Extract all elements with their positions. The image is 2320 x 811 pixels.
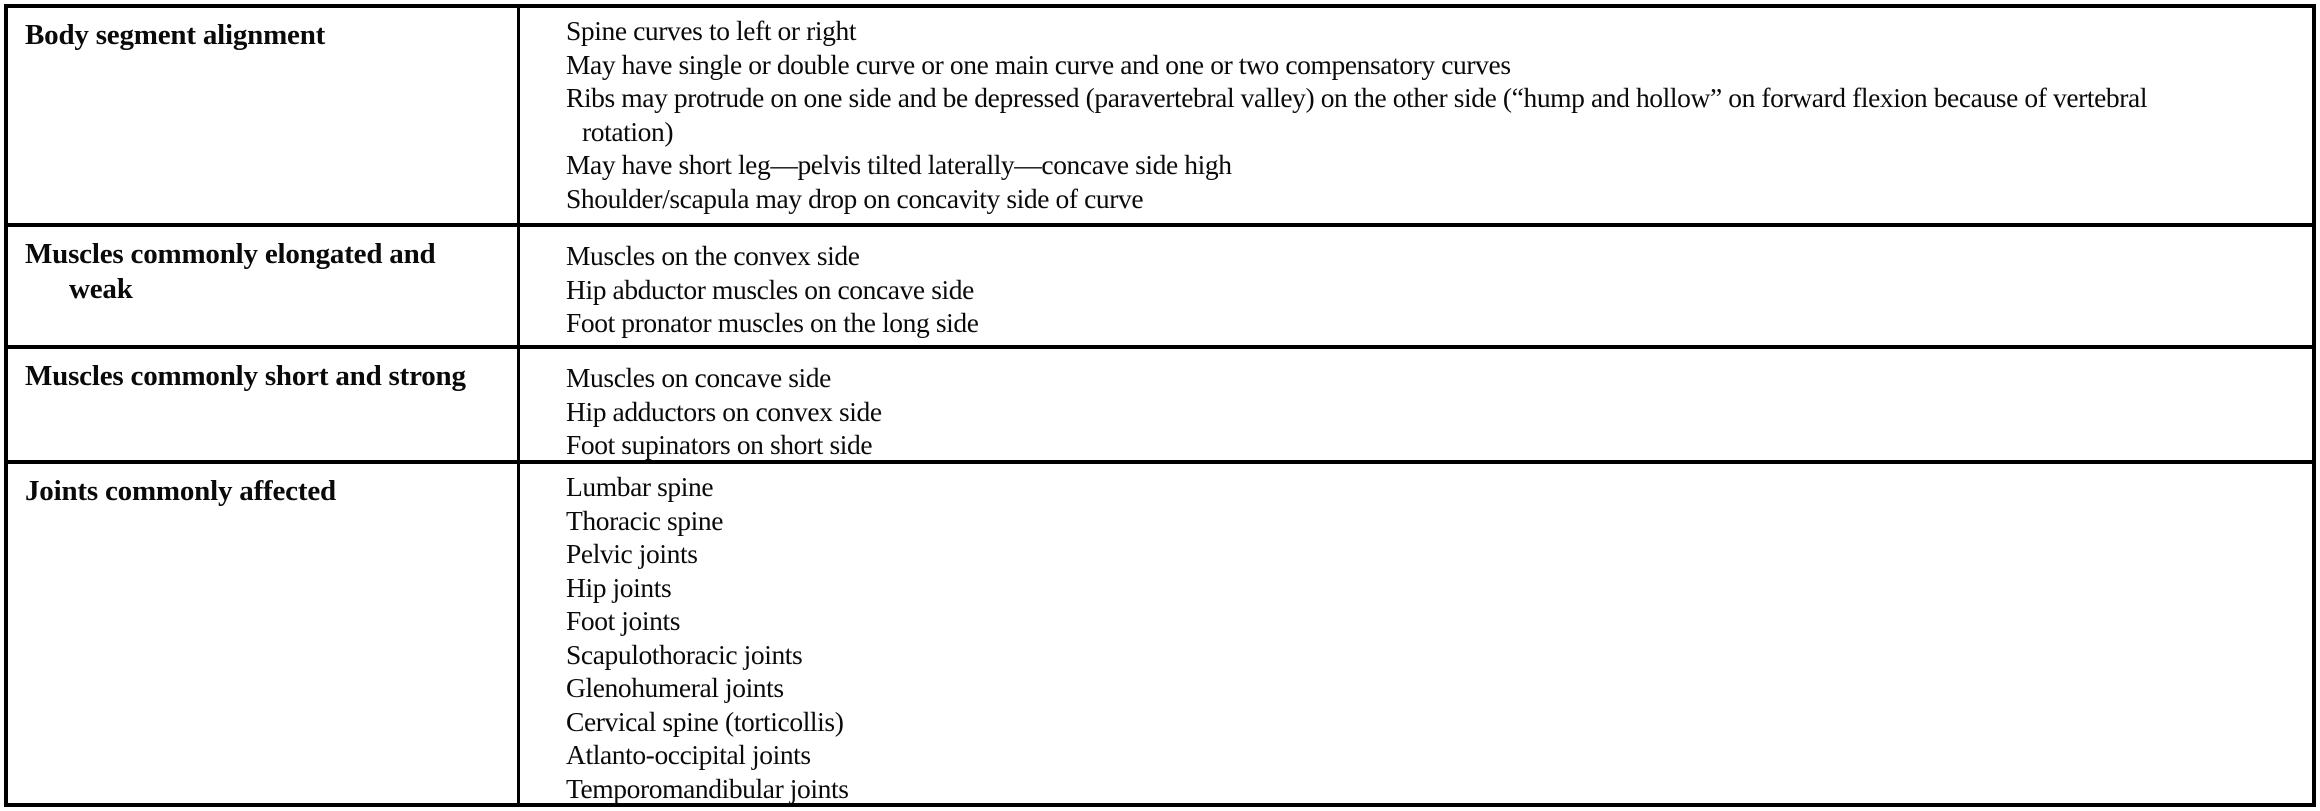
content-line: Shoulder/scapula may drop on concavity side of curve	[566, 182, 1144, 214]
row-header-cell	[8, 345, 520, 460]
content-line: Pelvic joints	[566, 538, 698, 569]
content-line: Ribs may protrude on one side and be depressed (paravertebral valley) on the other side (“hump and hollow” on forward flexion because of vertebral	[566, 82, 2148, 113]
content-line: Lumbar spine	[566, 471, 714, 502]
content-line: May have single or double curve or one main curve and one or two compensatory curves	[566, 48, 1511, 80]
row-header-cell	[8, 223, 520, 345]
content-line: Temporomandibular joints	[566, 772, 849, 803]
content-line: Cervical spine (torticollis)	[566, 705, 844, 737]
content-line: Atlanto-occipital joints	[566, 739, 811, 770]
content-line: Scapulothoracic joints	[566, 638, 803, 670]
content-line: Hip joints	[566, 571, 672, 603]
content-line: Foot supinators on short side	[566, 429, 873, 460]
content-line: Glenohumeral joints	[566, 672, 784, 703]
row-header-line: Muscles commonly elongated and	[25, 238, 436, 270]
content-line: Foot joints	[566, 605, 681, 636]
content-line: Hip abductor muscles on concave side	[566, 273, 974, 305]
row-content-cell	[520, 460, 2312, 803]
row-header-line: weak	[69, 273, 133, 305]
content-line: Foot pronator muscles on the long side	[566, 307, 979, 338]
content-line: Muscles on concave side	[566, 362, 831, 393]
content-line: Muscles on the convex side	[566, 240, 860, 271]
scoliosis-assessment-table	[4, 4, 2316, 807]
row-content-cell	[520, 223, 2312, 345]
row-content-cell	[520, 8, 2312, 223]
content-line: May have short leg—pelvis tilted laterally—concave side high	[566, 149, 1232, 180]
row-content-cell	[520, 345, 2312, 460]
row-header-line: Joints commonly affected	[25, 475, 336, 507]
row-header-cell	[8, 460, 520, 803]
row-header-line: Body segment alignment	[25, 19, 326, 51]
content-line: Thoracic spine	[566, 504, 724, 536]
content-line: rotation)	[582, 115, 674, 147]
row-header-cell	[8, 8, 520, 223]
content-line: Spine curves to left or right	[566, 15, 857, 46]
row-header-line: Muscles commonly short and strong	[25, 360, 466, 392]
content-line: Hip adductors on convex side	[566, 395, 882, 427]
